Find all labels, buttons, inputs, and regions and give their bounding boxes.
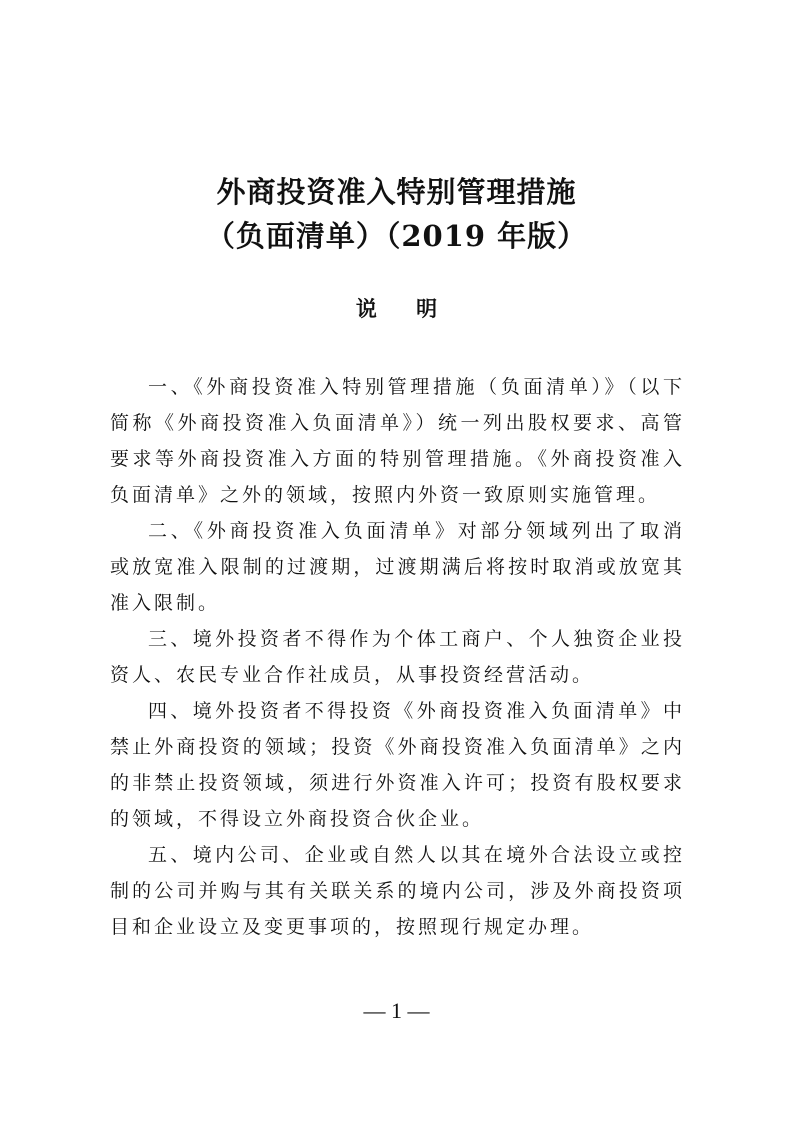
paragraph-3: 三、境外投资者不得作为个体工商户、个人独资企业投资人、农民专业合作社成员，从事投资经营活动。 xyxy=(110,628,685,686)
paragraph-5: 五、境内公司、企业或自然人以其在境外合法设立或控制的公司并购与其有关联关系的境内公司，涉及外商投资项目和企业设立及变更事项的，按照现行规定办理。 xyxy=(110,844,685,938)
page-number: — 1 — xyxy=(363,998,430,1023)
title-line-subtitle: （负面清单）（2019 年版） xyxy=(205,219,588,253)
paragraph-1: 一、《外商投资准入特别管理措施（负面清单）》（以下简称《外商投资准入负面清单》）统一列出股权要求、高管要求等外商投资准入方面的特别管理措施。《外商投资准入负面清单》之外的领域，按照内外资一致原则实施管理。 xyxy=(110,376,685,506)
paragraph-4: 四、境外投资者不得投资《外商投资准入负面清单》中禁止外商投资的领域；投资《外商投资准入负面清单》之内的非禁止投资领域，须进行外资准入许可；投资有股权要求的领域，不得设立外商投资合伙企业。 xyxy=(110,700,685,830)
title-line-main: 外商投资准入特别管理措施 xyxy=(216,175,577,209)
document-body xyxy=(110,369,685,945)
paragraph-2: 二、《外商投资准入负面清单》对部分领域列出了取消或放宽准入限制的过渡期，过渡期满后将按时取消或放宽其准入限制。 xyxy=(110,520,685,614)
document-title xyxy=(0,170,793,258)
section-heading: 说 明 xyxy=(355,296,454,321)
